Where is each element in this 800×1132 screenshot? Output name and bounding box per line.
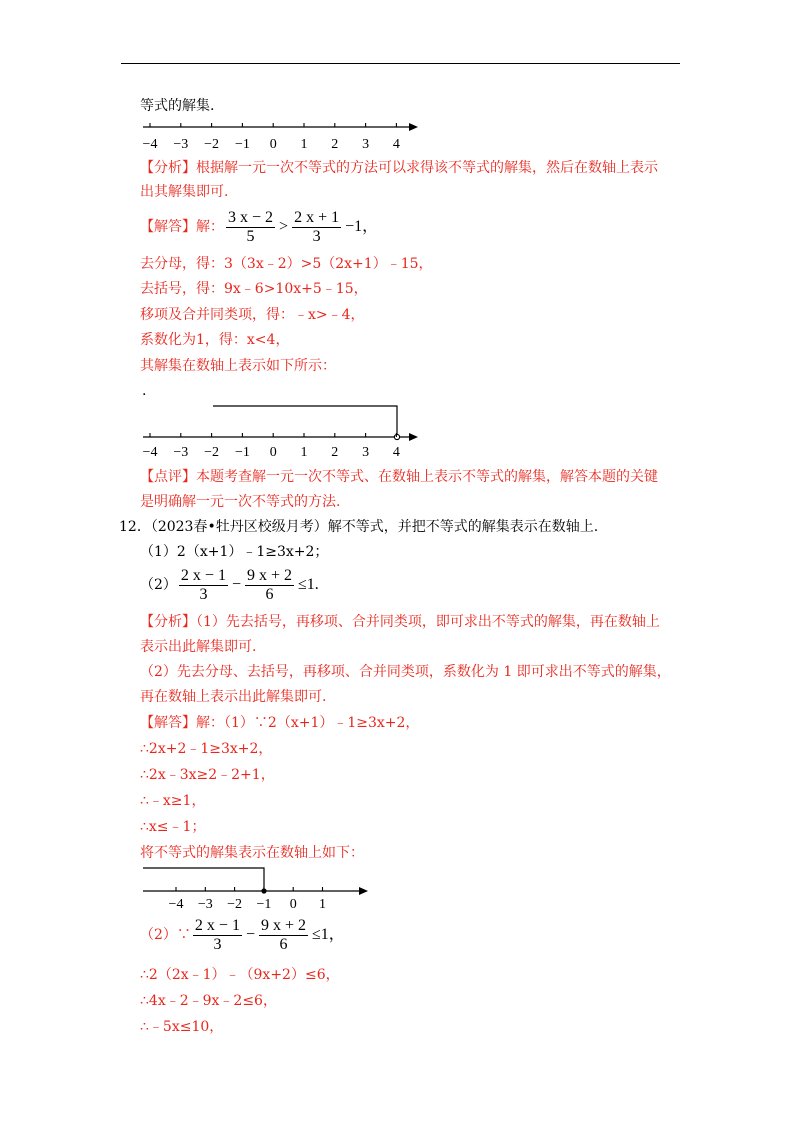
dot-mark: .: [142, 383, 147, 399]
tick-label: 1: [319, 897, 326, 912]
step-1: 去分母，得：3（3x﹣2）>5（2x+1）﹣15，: [140, 256, 433, 272]
tick-label: −2: [204, 445, 220, 460]
answer-2-line-5: ∴x≤﹣1；: [140, 819, 206, 835]
question-12-title: 12．（2023春•牡丹区校级月考）解不等式，并把不等式的解集表示在数轴上.: [119, 519, 599, 535]
fraction: $\frac{2 x + 1}{3}$: [294, 208, 340, 245]
solution-bracket: [143, 868, 264, 891]
step-3: 移项及合并同类项，得：﹣x>﹣4，: [140, 307, 365, 323]
comment-1-line-1: 【点评】本题考查解一元一次不等式、在数轴上表示不等式的解集，解答本题的关键: [140, 469, 658, 485]
tick-label: −1: [234, 137, 250, 152]
analysis-1-line-2: 出其解集即可.: [140, 184, 229, 200]
tick-label: 3: [362, 137, 370, 152]
tick-label: 0: [269, 445, 277, 460]
tick-label: 4: [392, 445, 400, 460]
question-12-part-1: （1）2（x+1）﹣1≥3x+2；: [140, 544, 329, 560]
analysis-2-line-3: （2）先去分母、去括号，再移项、合并同类项，系数化为 1 即可求出不等式的解集，: [140, 664, 671, 680]
number-line-2: [135, 400, 425, 460]
tick-label: 4: [392, 137, 400, 152]
fraction: $\frac{9 x + 2}{6}$: [260, 916, 307, 953]
tick-label: −3: [197, 897, 213, 912]
number-line-1: [135, 118, 425, 154]
answer-1-equation: [140, 207, 380, 247]
analysis-2-line-2: 表示出此解集即可.: [140, 639, 257, 655]
answer-2-part-2-equation: （2）∵ $\frac{2 x - 1}{3}$ − $\frac{9 x + 2}{6}$ ≤1，: [140, 916, 345, 953]
fraction: $\frac{9 x + 2}{6}$: [246, 566, 293, 603]
step-2: 去括号，得：9x﹣6>10x+5﹣15，: [140, 281, 368, 297]
tick-label: 0: [269, 137, 277, 152]
tick-label: −4: [142, 137, 158, 152]
answer-2-line-8: ∴4x﹣2﹣9x﹣2≤6，: [140, 993, 277, 1009]
tick-label: −4: [142, 445, 158, 460]
fraction: $\frac{2 x - 1}{3}$: [180, 566, 226, 603]
answer-2-line-9: ∴﹣5x≤10，: [140, 1019, 224, 1035]
answer-2-line-6: 将不等式的解集表示在数轴上如下：: [140, 845, 364, 861]
tick-label: −3: [173, 445, 189, 460]
answer-2-line-4: ∴﹣x≥1，: [140, 793, 206, 809]
tick-label: −4: [168, 897, 184, 912]
fraction: $\frac{2 x - 1}{3}$: [194, 916, 240, 953]
fraction: $\frac{3 x - 2}{5}$: [228, 208, 274, 245]
tick-label: 1: [300, 137, 308, 152]
tick-label: 2: [331, 445, 339, 460]
answer-1-tail: −1，: [345, 218, 379, 235]
header-rule: [121, 63, 680, 64]
answer-2-line-2: ∴2x+2﹣1≥3x+2，: [140, 741, 273, 757]
tick-label: −1: [256, 897, 272, 912]
gt-sign: >: [279, 218, 289, 235]
tick-label: −3: [173, 137, 189, 152]
tick-label: 2: [331, 137, 339, 152]
number-line-3: [135, 862, 375, 912]
tick-label: 0: [289, 897, 297, 912]
step-5: 其解集在数轴上表示如下所示：: [140, 358, 336, 374]
step-4: 系数化为1，得：x<4，: [140, 332, 290, 348]
intro-text: 等式的解集.: [140, 98, 215, 114]
tick-label: 3: [362, 445, 370, 460]
comment-1-line-2: 是明确解一元一次不等式的方法.: [140, 494, 341, 510]
analysis-2-line-1: 【分析】（1）先去括号，再移项、合并同类项，即可求出不等式的解集，再在数轴上: [140, 614, 660, 630]
answer-2-line-1: 【解答】解：（1）∵2（x+1）﹣1≥3x+2，: [140, 715, 420, 731]
tick-label: −1: [234, 445, 250, 460]
tick-label: 1: [300, 445, 308, 460]
open-endpoint: [394, 434, 399, 439]
tick-label: −2: [204, 137, 220, 152]
solution-bracket: [213, 406, 397, 437]
tick-label: −2: [227, 897, 243, 912]
analysis-2-line-4: 再在数轴上表示出此解集即可.: [140, 689, 327, 705]
answer-1-prefix: 【解答】解：: [140, 219, 224, 235]
question-12-part-2: （2） $\frac{2 x - 1}{3}$ − $\frac{9 x + 2}{6}$ ≤1.: [140, 566, 319, 603]
answer-2-line-7: ∴2（2x﹣1）﹣（9x+2）≤6，: [140, 967, 340, 983]
analysis-1-line-1: 【分析】根据解一元一次不等式的方法可以求得该不等式的解集，然后在数轴上表示: [140, 160, 658, 176]
answer-2-line-3: ∴2x﹣3x≥2﹣2+1，: [140, 767, 275, 783]
